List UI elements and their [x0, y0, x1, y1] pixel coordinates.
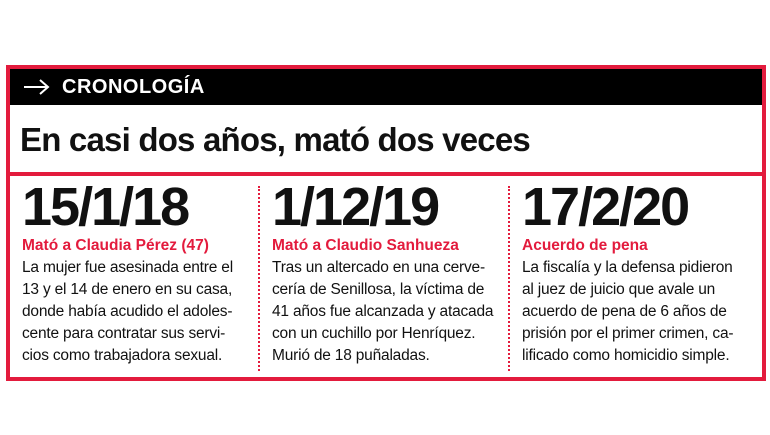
- entry-subtitle: Mató a Claudio Sanhueza: [272, 237, 459, 254]
- entry-line: cios como trabajadora sexual.: [22, 347, 223, 364]
- entry-line: La mujer fue asesinada entre el: [22, 259, 233, 276]
- entry-body: [22, 257, 254, 367]
- entry-line: 41 años fue alcanzada y atacada: [272, 303, 494, 320]
- entry-body: [272, 257, 504, 367]
- headline: En casi dos años, mató dos veces: [20, 121, 530, 158]
- entry-line: lificado como homicidio simple.: [522, 347, 730, 364]
- entry-subtitle: Mató a Claudia Pérez (47): [22, 237, 209, 254]
- entry-line: con un cuchillo por Henríquez.: [272, 325, 476, 342]
- entry-date: 15/1/18: [22, 177, 189, 237]
- entry-line: al juez de juicio que avale un: [522, 281, 716, 298]
- entry-line: donde había acudido el adoles-: [22, 303, 233, 320]
- entry-subtitle: Acuerdo de pena: [522, 237, 648, 254]
- entry-line: cería de Senillosa, la víctima de: [272, 281, 485, 298]
- kicker-bar: [10, 69, 762, 105]
- entry-line: prisión por el primer crimen, ca-: [522, 325, 734, 342]
- timeline-columns: [10, 176, 762, 377]
- timeline-entry-1: [10, 176, 260, 377]
- timeline-box: [6, 65, 766, 381]
- arrow-right-icon: [22, 77, 52, 97]
- entry-line: Murió de 18 puñaladas.: [272, 347, 430, 364]
- entry-line: Tras un altercado en una cerve-: [272, 259, 485, 276]
- entry-line: cente para contratar sus servi-: [22, 325, 226, 342]
- entry-line: La fiscalía y la defensa pidieron: [522, 259, 733, 276]
- entry-body: [522, 257, 756, 367]
- entry-date: 17/2/20: [522, 177, 689, 237]
- entry-line: acuerdo de pena de 6 años de: [522, 303, 727, 320]
- kicker-label: CRONOLOGÍA: [62, 75, 205, 98]
- timeline-entry-2: [260, 176, 510, 377]
- entry-date: 1/12/19: [272, 177, 439, 237]
- entry-line: 13 y el 14 de enero en su casa,: [22, 281, 233, 298]
- timeline-entry-3: [510, 176, 762, 377]
